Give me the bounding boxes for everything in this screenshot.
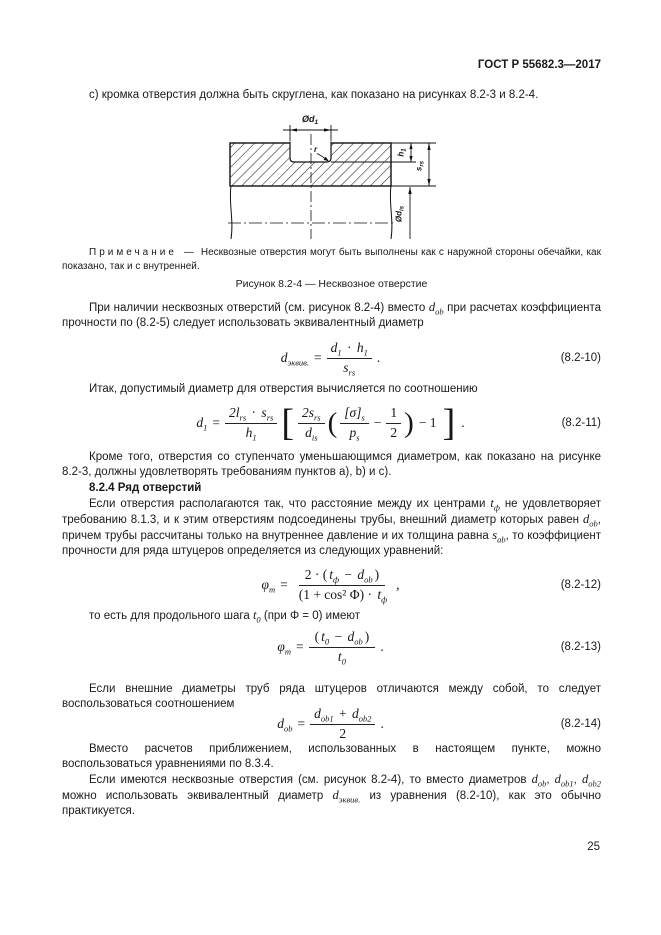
formula-token: d	[277, 716, 284, 731]
figure-8-2-4	[228, 110, 478, 251]
fraction	[298, 405, 325, 442]
paragraph-8-comma: ,	[573, 774, 582, 786]
d1-dimension-label: $Ød_1$	[301, 114, 319, 126]
formula-token: t	[329, 566, 333, 582]
formula-token: [σ]	[344, 404, 362, 420]
radius-label: r	[314, 145, 318, 154]
formula-token: 1	[337, 347, 342, 358]
h1-dimension-label: $h_1$	[396, 148, 408, 157]
paragraph-1-text-a: При наличии несквозных отверстий (см. рисунок 8.2-4) вместо	[89, 302, 429, 314]
formula-token: d	[357, 566, 365, 582]
formula-number: (8.2-11)	[561, 417, 601, 429]
formula-token: d	[196, 415, 204, 430]
var-symbol: t	[490, 496, 494, 510]
formula-token: rs	[266, 412, 274, 423]
var-sab	[492, 528, 506, 545]
formula-token: (1 + cos² Φ) ·	[298, 586, 376, 602]
var-dob	[428, 300, 444, 317]
paragraph-8-text-a: Если имеются несквозные отверстия (см. рисунок 8.2-4), то вместо диаметров	[89, 774, 532, 786]
formula-token: =	[295, 639, 304, 654]
var-symbol: d	[531, 772, 538, 786]
formula-token: ob	[283, 723, 293, 734]
formula-token: ·	[346, 339, 352, 355]
formula-token: t	[377, 586, 382, 602]
paragraph-5	[62, 608, 601, 624]
denominator: 2	[390, 424, 398, 440]
formula-token	[281, 350, 309, 366]
fraction	[386, 405, 401, 442]
denominator	[334, 648, 350, 666]
formula-8-2-14	[62, 706, 601, 742]
formula-token: s	[261, 404, 267, 420]
var-symbol: d	[583, 512, 590, 526]
var-subscript: эквив.	[338, 794, 361, 805]
formula-token: .	[380, 639, 384, 654]
formula-token: .	[376, 350, 381, 365]
dis-dimension-label: $Ød_{is}$	[394, 205, 406, 223]
denominator	[301, 424, 321, 442]
denominator	[339, 359, 359, 377]
paragraph-4-text-b: не удовлетворяет требованию 8.1.3, и к этим отверстиям подсоединены трубы, внешний диаметр которых равен	[62, 498, 601, 526]
numerator	[298, 405, 325, 424]
formula-token: φ	[261, 577, 269, 592]
paragraph-4-text-d: , то коэффициент прочности для ряда штуцеров определяется из следующих уравнений:	[62, 530, 601, 557]
var-t0	[252, 608, 261, 625]
formula-token: )	[374, 566, 380, 582]
formula-body	[62, 628, 601, 666]
numerator	[340, 405, 368, 424]
denominator	[345, 424, 363, 442]
var-subscript: ob2	[588, 778, 601, 789]
srs-arrow-top	[427, 143, 430, 150]
formula-token: h	[356, 339, 364, 355]
denominator	[293, 586, 391, 604]
formula-token: d	[280, 350, 288, 365]
var-subscript: ob	[435, 306, 444, 317]
formula-token: 2l	[229, 404, 240, 420]
formula-number: (8.2-14)	[560, 718, 601, 730]
paragraph-6: Если внешние диаметры труб ряда штуцеров отличаются между собой, то следует воспользоваться соотношением	[62, 683, 601, 710]
numerator	[225, 405, 277, 424]
formula-token: d	[330, 339, 338, 355]
page-number: 25	[587, 841, 600, 853]
paragraph-7: Вместо расчетов приближением, использованных в настоящем пункте, можно воспользоваться уравнениями по 8.3.4.	[62, 743, 601, 770]
formula-token: 0	[324, 636, 330, 647]
formula-token	[277, 716, 292, 732]
var-dob2	[582, 772, 601, 789]
formula-8-2-10	[62, 338, 601, 378]
formula-body	[62, 338, 601, 378]
formula-token: ·	[251, 404, 257, 420]
var-dob	[531, 772, 547, 789]
left-paren: (	[327, 406, 338, 439]
formula-token: (	[314, 628, 320, 644]
text-column	[62, 0, 601, 935]
fraction	[293, 567, 391, 604]
formula-8-2-11	[62, 400, 601, 446]
paragraph-4-text-c: , причем трубы рассчитаны только на внутреннее давление и их толщина равна	[62, 514, 601, 542]
paragraph-1-text-b: при расчетах коэффициента прочности по (8.2-5) следует использовать эквивалентный диаметр	[62, 302, 601, 329]
paragraph-8	[62, 772, 601, 819]
formula-token: p	[349, 424, 357, 440]
formula-token: =	[212, 415, 221, 430]
formula-token: +	[338, 705, 347, 721]
paragraph-3: Кроме того, отверстия со ступенчато уменьшающимся диаметром, как показано на рисунке 8.2-3, должны удовлетворять требованиям пунктов a), b) и c).	[62, 451, 601, 478]
numerator	[327, 340, 372, 359]
formula-8-2-13	[62, 628, 601, 666]
formula-token: h	[245, 424, 253, 440]
formula-token: t	[321, 628, 325, 644]
var-subscript: ab	[497, 534, 506, 545]
var-symbol: d	[332, 788, 339, 802]
fraction	[309, 629, 376, 666]
var-symbol: d	[554, 772, 561, 786]
formula-token: ф	[381, 594, 388, 605]
formula-token: − 1	[418, 415, 437, 430]
formula-token: ob	[354, 636, 363, 647]
formula-token: ob	[364, 574, 373, 585]
numerator: 1	[386, 405, 401, 424]
h1-arrow-top	[409, 143, 412, 149]
numerator	[299, 567, 385, 586]
note-paragraph	[62, 246, 601, 274]
formula-number: (8.2-12)	[560, 579, 601, 591]
formula-token: rs	[313, 412, 321, 423]
d1-arrow-left	[290, 128, 297, 131]
formula-token: )	[364, 628, 370, 644]
formula-token: d	[351, 705, 359, 721]
paragraph-5-text-b: (при Φ = 0) имеют	[260, 610, 361, 622]
formula-token: d	[347, 628, 355, 644]
page-header-title: ГОСТ Р 55682.3—2017	[477, 59, 601, 71]
var-dob	[583, 512, 598, 529]
paragraph-4	[62, 496, 601, 559]
formula-token: rs	[239, 412, 247, 423]
formula-token: d	[305, 424, 312, 440]
formula-body	[62, 565, 601, 605]
formula-token: s	[361, 412, 365, 423]
formula-token: =	[280, 577, 288, 592]
formula-token: −	[373, 415, 382, 430]
formula-token: t	[337, 648, 342, 664]
srs-dimension-label: $s_{rs}$	[414, 160, 426, 172]
var-subscript: ф	[493, 502, 500, 513]
formula-8-2-12	[62, 565, 601, 605]
formula-token: =	[297, 716, 306, 731]
var-subscript: ob	[589, 518, 598, 529]
formula-token: d	[314, 705, 321, 721]
formula-token: m	[284, 646, 291, 657]
var-dekviv	[332, 788, 361, 805]
section-heading-8-2-4: 8.2.4 Ряд отверстий	[89, 482, 202, 494]
paragraph-5-text-a: то есть для продольного шага	[89, 610, 253, 622]
fraction	[340, 405, 368, 442]
var-subscript: ob1	[560, 778, 574, 789]
denominator	[242, 424, 261, 442]
formula-token: ob2	[358, 713, 372, 724]
figure-caption: Рисунок 8.2-4 — Несквозное отверстие	[235, 278, 428, 290]
paragraph-8-text-c: из уравнения (8.2-10), как это обычно практикуется.	[62, 790, 602, 817]
formula-token: ф	[332, 574, 340, 585]
formula-number: (8.2-13)	[560, 641, 601, 653]
fraction	[225, 405, 277, 442]
formula-token: 1	[203, 422, 208, 433]
fraction	[310, 706, 375, 743]
formula-number: (8.2-10)	[560, 352, 601, 364]
formula-token: is	[311, 432, 318, 443]
formula-token: 1	[252, 432, 257, 443]
note-text: Несквозные отверстия могут быть выполнены как с наружной стороны обечайки, как показано, так и с внутренней.	[62, 247, 601, 272]
var-symbol: s	[492, 528, 498, 542]
left-bracket: [	[281, 401, 294, 444]
formula-body	[62, 706, 601, 742]
blind-hole-drawing	[228, 110, 478, 246]
var-subscript: 0	[256, 614, 261, 625]
formula-token: m	[268, 584, 276, 595]
var-tf	[490, 496, 500, 513]
paragraph-2: Итак, допустимый диаметр для отверстия вычисляется по соотношению	[89, 383, 478, 395]
formula-token: −	[334, 628, 343, 644]
formula-token: ob1	[320, 713, 334, 724]
paragraph-item-c: с) кромка отверстия должна быть скруглена, как показано на рисунках 8.2-3 и 8.2-4.	[89, 89, 539, 101]
formula-token: 2s	[301, 404, 314, 420]
formula-token: 0	[341, 656, 346, 667]
formula-token: .	[380, 716, 384, 731]
right-paren: )	[404, 406, 414, 439]
denominator: 2	[339, 725, 347, 741]
formula-body	[62, 400, 601, 446]
formula-token: .	[461, 415, 465, 430]
srs-arrow-bottom	[427, 179, 430, 186]
formula-token: s	[343, 359, 349, 375]
formula-token: −	[344, 566, 353, 582]
break-line-right	[390, 186, 392, 239]
formula-token: ,	[396, 577, 400, 592]
formula-token: эквив.	[287, 357, 309, 368]
dis-arrow	[408, 187, 411, 194]
note-label: Примечание	[89, 247, 177, 258]
numerator	[310, 706, 375, 725]
formula-token: 2 · (	[304, 566, 328, 582]
formula-token	[196, 415, 207, 431]
formula-token	[261, 577, 275, 593]
right-bracket: ]	[442, 401, 456, 444]
note-dash: —	[183, 247, 194, 258]
var-symbol: d	[582, 772, 589, 786]
paragraph-8-comma: ,	[546, 774, 555, 786]
d1-arrow-right	[324, 128, 331, 131]
paragraph-8-text-b: можно использовать эквивалентный диаметр	[62, 790, 333, 802]
paragraph-1	[62, 300, 601, 331]
var-symbol: d	[428, 300, 436, 314]
var-symbol: t	[252, 608, 257, 622]
formula-token	[277, 639, 291, 655]
formula-token: φ	[277, 639, 285, 654]
numerator	[309, 629, 376, 648]
var-dob1	[554, 772, 574, 789]
break-line-left	[230, 186, 232, 239]
fraction	[327, 340, 372, 377]
formula-token: rs	[348, 367, 356, 378]
formula-token: 1	[363, 347, 368, 358]
h1-arrow-bottom	[409, 156, 412, 162]
formula-token: =	[313, 350, 322, 365]
var-subscript: ob	[537, 778, 547, 789]
formula-token: s	[356, 432, 360, 443]
paragraph-4-text-a: Если отверстия располагаются так, что расстояние между их центрами	[89, 498, 491, 510]
